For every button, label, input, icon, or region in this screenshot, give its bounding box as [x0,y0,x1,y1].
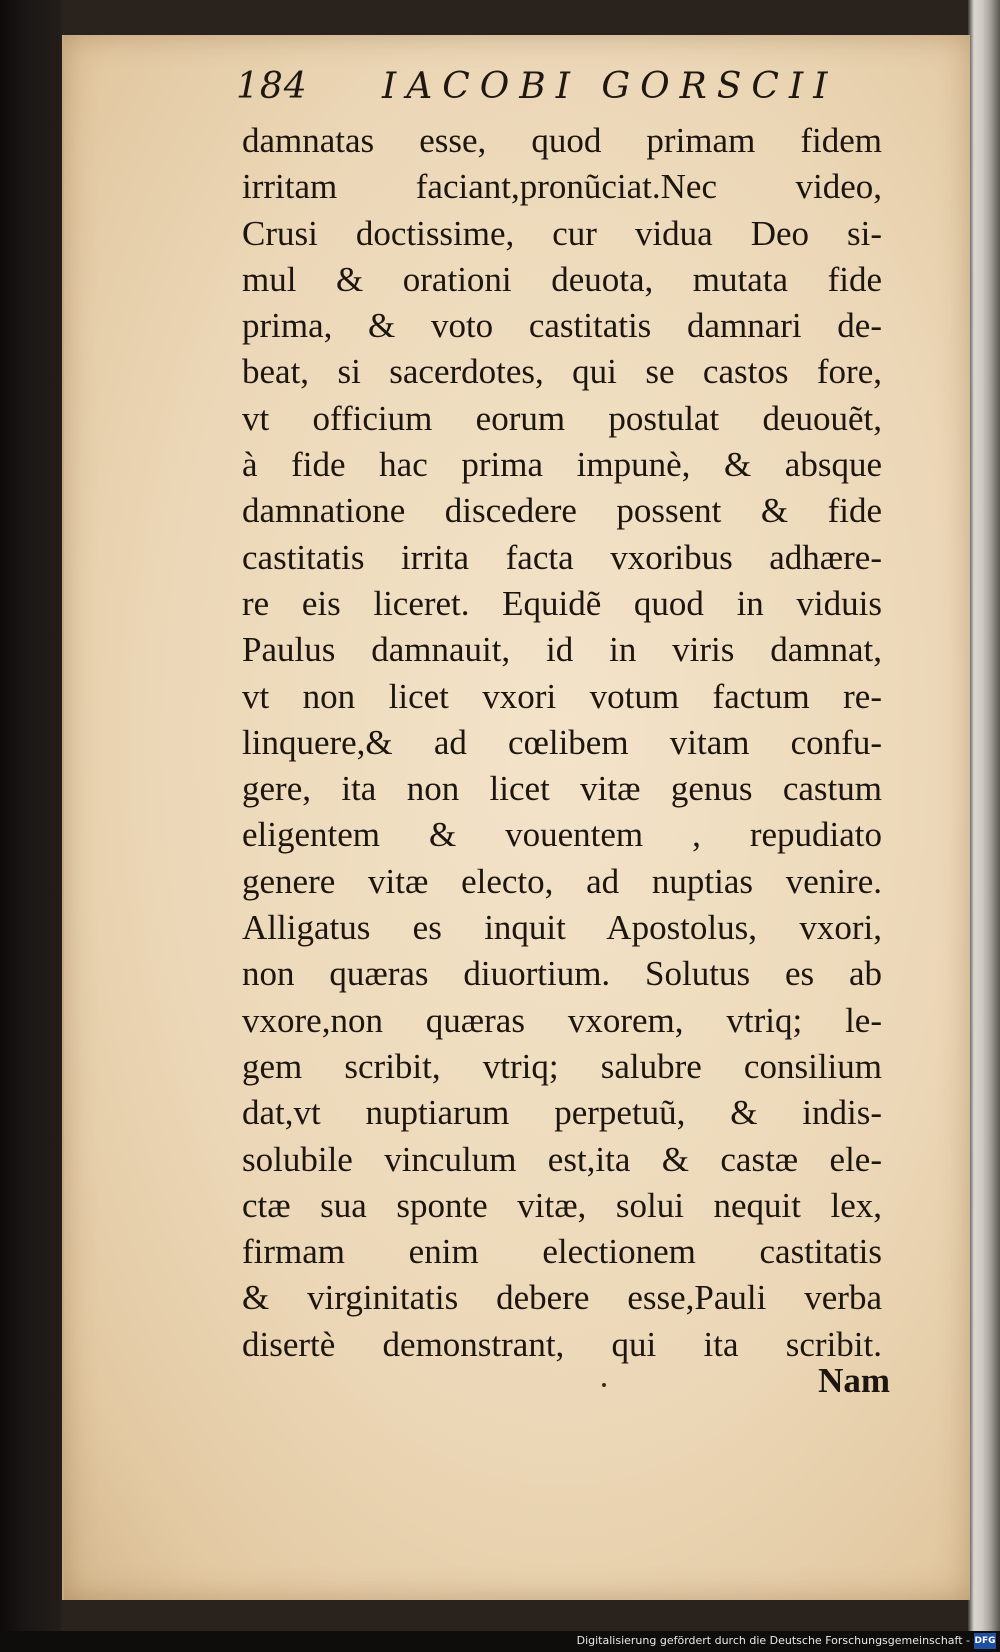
text-line: mul & orationi deuota, mutata fide [242,259,882,299]
text-line: genere vitæ electo, ad nuptias venire. [242,861,882,901]
text-line: irritam faciant,pronũciat.Nec video, [242,167,882,207]
ink-dot [602,1383,606,1387]
text-line: & virginitatis debere esse,Pauli verba [242,1278,882,1318]
text-line: beat, si sacerdotes, qui se castos fore, [242,352,882,392]
text-line: damnatas esse, quod primam fidem [242,121,882,160]
text-line: disertè demonstrant, qui ita scribit. [242,1324,882,1364]
text-line: Paulus damnauit, id in viris damnat, [242,630,882,670]
digitization-footer [0,1631,1000,1652]
funding-credit: Digitalisierung gefördert durch die Deutsche Forschungsgemeinschaft - [576,1634,970,1647]
text-line: ctæ sua sponte vitæ, solui nequit lex, [242,1185,882,1225]
body-text [242,118,882,1368]
text-line: firmam enim electionem castitatis [242,1232,882,1272]
page-fore-edge [968,0,1000,1652]
running-head: IACOBI GORSCII [382,66,838,107]
text-line: vxore,non quæras vxorem, vtriq; le- [242,1000,882,1040]
text-line: vt non licet vxori votum factum re- [242,676,882,716]
text-line: à fide hac prima impunè, & absque [242,445,882,485]
text-line: gem scribit, vtriq; salubre consilium [242,1046,882,1086]
text-line: re eis liceret. Equidẽ quod in viduis [242,583,882,623]
catchword: Nam [818,1361,890,1400]
catchword-row [242,1361,890,1411]
text-line: Alligatus es inquit Apostolus, vxori, [242,908,882,948]
text-line: damnatione discedere possent & fide [242,491,882,531]
text-line: Crusi doctissime, cur vidua Deo si- [242,213,882,253]
text-line: castitatis irrita facta vxoribus adhære- [242,537,882,577]
text-line: dat,vt nuptiarum perpetuũ, & indis- [242,1093,882,1133]
text-line: vt officium eorum postulat deuouẽt, [242,398,882,438]
dfg-logo: DFG [974,1633,996,1649]
text-line: solubile vinculum est,ita & castæ ele- [242,1139,882,1179]
page-header [236,66,876,126]
text-line: linquere,& ad cœlibem vitam confu- [242,722,882,762]
text-line: prima, & voto castitatis damnari de- [242,306,882,346]
text-line: non quæras diuortium. Solutus es ab [242,954,882,994]
page-number: 184 [236,66,308,107]
text-line: gere, ita non licet vitæ genus castum [242,769,882,809]
text-line: eligentem & vouentem , repudiato [242,815,882,855]
